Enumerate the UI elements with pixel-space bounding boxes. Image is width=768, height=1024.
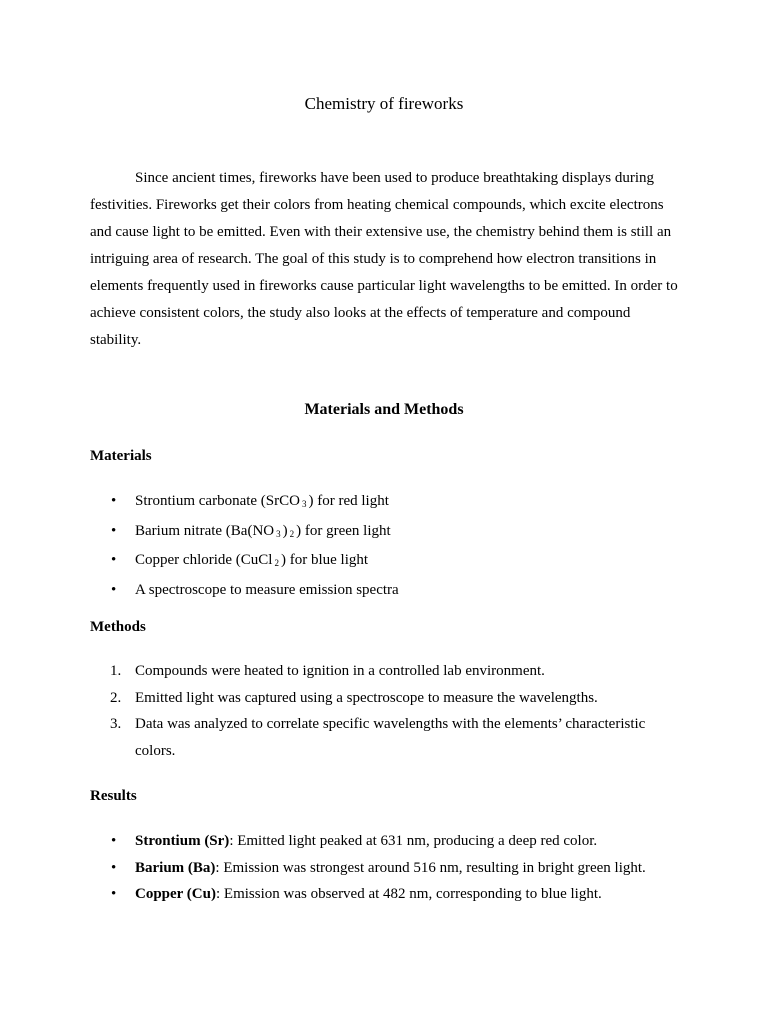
list-item [90,828,680,855]
materials-list [90,488,680,604]
material-text: ) for green light [296,522,391,539]
subscript: 2 [274,558,279,569]
intro-paragraph: Since ancient times, fireworks have been used to produce breathtaking displays during festivities. Fireworks get their colors from heating chemical compounds, which excite electrons and cause light to be emitted. Even with their extensive use, the chemistry behind them is still an intriguing area of research. The goal of this study is to comprehend how electron transitions in elements frequently used in fireworks cause particular light wavelengths to be emitted. In order to achieve consistent colors, the study also looks at the effects of temperature and compound stability. [90,170,678,348]
material-text: Copper chloride (CuCl [135,552,273,569]
element-name: Barium (Ba) [135,859,216,876]
list-item [90,855,680,882]
list-item [90,518,680,548]
material-text: ) for red light [308,493,389,509]
material-text: ) for blue light [280,552,369,569]
list-item [90,685,680,712]
list-item [90,577,680,604]
result-text: : Emission was strongest around 516 nm, resulting in bright green light. [215,859,646,876]
list-item [90,711,680,764]
method-text: Emitted light was captured using a spectroscope to measure the wavelengths. [135,689,598,706]
result-text: : Emitted light peaked at 631 nm, producing a deep red color. [229,833,598,849]
material-text: A spectroscope to measure emission spectra [135,582,399,599]
method-text: Compounds were heated to ignition in a controlled lab environment. [135,663,545,679]
list-item [90,658,680,685]
subscript: 3 [301,499,307,509]
results-list [90,828,680,908]
methods-list [90,658,680,765]
list-number: 2. [110,689,122,706]
list-number: 3. [110,716,122,733]
subscript: 2 [289,528,295,539]
materials-methods-heading: Materials and Methods [304,401,464,418]
material-text: Strontium carbonate (SrCO [135,493,300,509]
list-number: 1. [110,663,122,679]
materials-heading: Materials [90,448,152,464]
element-name: Copper (Cu) [135,886,216,903]
element-name: Strontium (Sr) [135,833,230,849]
result-text: : Emission was observed at 482 nm, corresponding to blue light. [215,886,602,903]
results-heading: Results [90,788,137,804]
list-item [90,488,680,518]
method-text: Data was analyzed to correlate specific wavelengths with the elements’ characteristic colors. [135,716,646,760]
methods-heading: Methods [90,619,146,635]
subscript: 3 [276,528,281,539]
document-title: Chemistry of fireworks [304,94,464,113]
material-text: ) [282,522,288,539]
list-item [90,547,680,577]
material-text: Barium nitrate (Ba(NO [135,522,275,539]
list-item [90,881,680,908]
